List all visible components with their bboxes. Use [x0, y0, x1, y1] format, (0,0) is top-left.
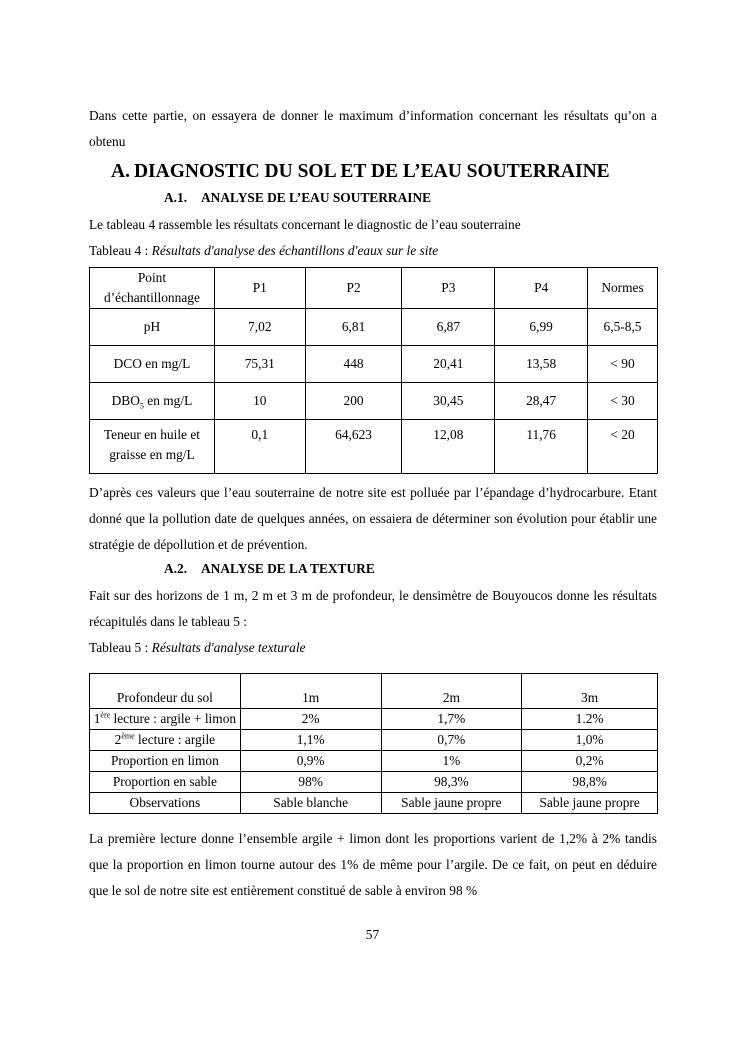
table5-row-label: Proportion en sable	[90, 772, 241, 793]
table4-cell: 0,1	[214, 420, 305, 474]
table5-row-sable	[90, 772, 658, 793]
table4-row-dbo5	[90, 383, 658, 420]
table5-cell: 0,7%	[381, 730, 522, 751]
table4-cell: 6,81	[305, 309, 402, 346]
table5-header-cell: 1m	[240, 674, 381, 709]
section-a-number: A.	[111, 161, 130, 182]
table4-cell: 200	[305, 383, 402, 420]
table4-header-cell: P2	[305, 268, 402, 309]
section-a2-heading	[164, 558, 657, 580]
table4-header-cell: P1	[214, 268, 305, 309]
table5-cell: 1,7%	[381, 709, 522, 730]
paragraph-after-table4: D’après ces valeurs que l’eau souterraine de notre site est polluée par l’épandage d’hydrocarbure. Etant donné que la pollution date de quelques années, on essaiera de déterminer son évolution pour établir une stratégie de dépollution et de prévention.	[89, 485, 657, 552]
table5-cell: 98,8%	[522, 772, 658, 793]
section-a-title: DIAGNOSTIC DU SOL ET DE L’EAU SOUTERRAINE	[133, 161, 610, 182]
document-page	[89, 103, 657, 904]
table4-row-label: DCO en mg/L	[90, 346, 215, 383]
table4-cell: 6,99	[495, 309, 588, 346]
table5-cell: 2%	[240, 709, 381, 730]
table4-row-label	[90, 383, 215, 420]
intro-paragraph: Dans cette partie, on essayera de donner le maximum d’information concernant les résultats qu’on a obtenu	[89, 108, 657, 149]
table4-header-cell: P4	[495, 268, 588, 309]
table5-row-limon	[90, 751, 658, 772]
table4-cell: 448	[305, 346, 402, 383]
table4-cell: 6,5-8,5	[588, 309, 658, 346]
section-a1-intro: Le tableau 4 rassemble les résultats concernant le diagnostic de l’eau souterraine	[89, 217, 521, 232]
table4-caption	[89, 238, 657, 264]
table5-cell: 0,9%	[240, 751, 381, 772]
table4-cell: < 20	[588, 420, 658, 474]
table4-row-label: pH	[90, 309, 215, 346]
table4-row-ph	[90, 309, 658, 346]
table4-cell: < 30	[588, 383, 658, 420]
table5-cell: 0,2%	[522, 751, 658, 772]
dbo-label-main: DBO	[111, 393, 140, 408]
section-a2-intro: Fait sur des horizons de 1 m, 2 m et 3 m de profondeur, le densimètre de Bouyoucos donne les résultats récapitulés dans le tableau 5 :	[89, 588, 657, 629]
section-a2-number: A.2.	[164, 561, 188, 576]
dbo-label-unit: en mg/L	[143, 393, 193, 408]
table4-cell: 75,31	[214, 346, 305, 383]
table4-cell: 30,45	[402, 383, 495, 420]
table5-row-first-reading	[90, 709, 658, 730]
table5-cell: Sable blanche	[240, 793, 381, 814]
table4-row-dco	[90, 346, 658, 383]
table5-cell: Sable jaune propre	[381, 793, 522, 814]
table4-header-cell: Point d’échantillonnage	[90, 268, 215, 309]
table5-row-label: 1ère lecture : argile + limon	[90, 709, 241, 730]
section-a1-title: ANALYSE DE L’EAU SOUTERRAINE	[201, 190, 432, 205]
table4-cell: 28,47	[495, 383, 588, 420]
table4-cell: 20,41	[402, 346, 495, 383]
table4-caption-title: Résultats d'analyse des échantillons d'eaux sur le site	[151, 243, 439, 258]
table5-row-label: Observations	[90, 793, 241, 814]
table5-cell: 1.2%	[522, 709, 658, 730]
dbo-label-subscript: 5	[139, 401, 144, 411]
table5-cell: Sable jaune propre	[522, 793, 658, 814]
section-a-heading	[111, 159, 657, 185]
table5-texture-analysis	[89, 673, 658, 814]
table4-caption-prefix: Tableau 4 :	[89, 243, 152, 258]
table4-cell: 6,87	[402, 309, 495, 346]
table4-cell: 7,02	[214, 309, 305, 346]
table4-cell: 64,623	[305, 420, 402, 474]
table5-row-observations	[90, 793, 658, 814]
table4-cell: 12,08	[402, 420, 495, 474]
table4-header-cell: P3	[402, 268, 495, 309]
table5-header-cell: 3m	[522, 674, 658, 709]
table5-cell: 1,1%	[240, 730, 381, 751]
section-a2-title: ANALYSE DE LA TEXTURE	[201, 561, 375, 576]
table4-header-row	[90, 268, 658, 309]
table5-row-second-reading	[90, 730, 658, 751]
section-a1-number: A.1.	[164, 190, 188, 205]
table5-row-label: 2ème lecture : argile	[90, 730, 241, 751]
table4-cell: < 90	[588, 346, 658, 383]
table5-caption-title: Résultats d'analyse texturale	[151, 640, 306, 655]
table5-caption-prefix: Tableau 5 :	[89, 640, 152, 655]
table5-cell: 98,3%	[381, 772, 522, 793]
table5-cell: 1,0%	[522, 730, 658, 751]
section-a1-heading	[164, 187, 657, 209]
table5-row-label: Proportion en limon	[90, 751, 241, 772]
table4-row-label: Teneur en huile et graisse en mg/L	[90, 420, 215, 474]
table4-cell: 13,58	[495, 346, 588, 383]
table5-header-row	[90, 674, 658, 709]
paragraph-after-table5: La première lecture donne l’ensemble argile + limon dont les proportions varient de 1,2% à 2% tandis que la proportion en limon tourne autour des 1% de même pour l’argile. De ce fait, on peut en déduire que le sol de notre site est entièrement constitué de sable à environ 98 %	[89, 831, 657, 898]
table4-cell: 10	[214, 383, 305, 420]
table5-caption	[89, 635, 657, 661]
table4-row-oil-grease	[90, 420, 658, 474]
table5-cell: 98%	[240, 772, 381, 793]
table5-header-cell: 2m	[381, 674, 522, 709]
page-number: 57	[365, 927, 380, 942]
table4-header-cell: Normes	[588, 268, 658, 309]
table5-header-cell: Profondeur du sol	[90, 674, 241, 709]
table4-cell: 11,76	[495, 420, 588, 474]
table5-cell: 1%	[381, 751, 522, 772]
table4-water-analysis	[89, 267, 658, 474]
